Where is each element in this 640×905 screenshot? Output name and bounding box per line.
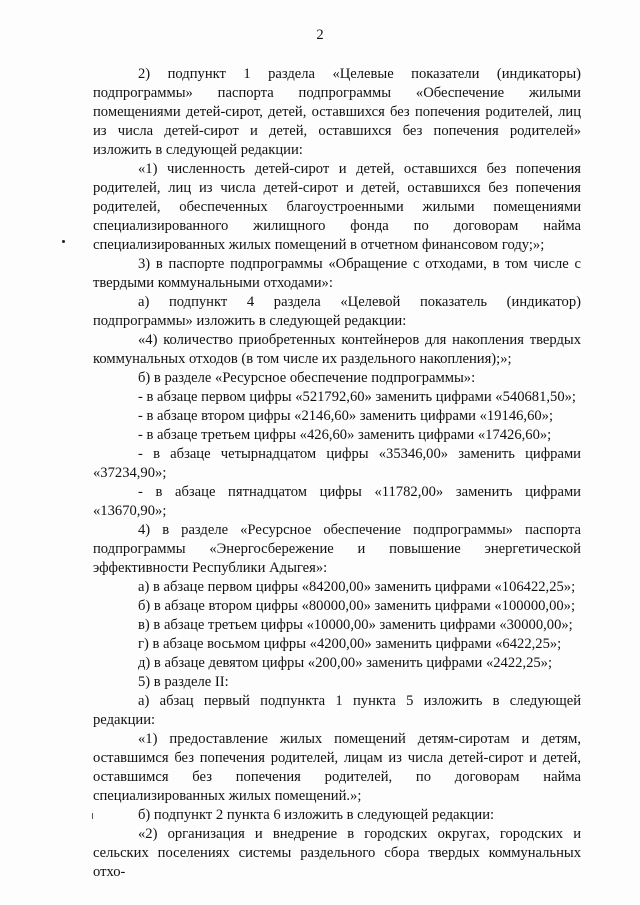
- paragraph-item-4b: б) в абзаце втором цифры «80000,00» заменить цифрами «100000,00»;: [138, 598, 576, 614]
- paragraph-dash-2: - в абзаце втором цифры «2146,60» заменить цифрами «19146,60»;: [138, 408, 554, 424]
- paragraph-item-4: 4) в разделе «Ресурсное обеспечение подпрограммы» паспорта подпрограммы «Энергосбережение и повышение энергетической эффективности Республики Адыгея»:: [93, 522, 581, 576]
- paragraph-item-3b: б) в разделе «Ресурсное обеспечение подпрограммы»:: [138, 370, 476, 386]
- paragraph-quote-6-2: «2) организация и внедрение в городских округах, городских и сельских поселениях системы раздельного сбора твердых коммунальных отхо-: [93, 826, 581, 880]
- paragraph-quote-1: «1) численность детей-сирот и детей, оставшихся без попечения родителей, лиц из числа детей-сирот и детей, оставшихся без попечения родителей, обеспеченных благоустроенными жилыми помещениями специализированного жилищного фонда по договорам найма специализированных жилых помещений в отчетном финансовом году;»;: [93, 161, 581, 253]
- paragraph-dash-1: - в абзаце первом цифры «521792,60» заменить цифрами «540681,50»;: [138, 389, 576, 405]
- paragraph-dash-3: - в абзаце третьем цифры «426,60» заменить цифрами «17426,60»;: [138, 427, 552, 443]
- paragraph-item-5a: а) абзац первый подпункта 1 пункта 5 изложить в следующей редакции:: [93, 693, 581, 728]
- paragraph-item-5b: б) подпункт 2 пункта 6 изложить в следующей редакции:: [138, 807, 495, 823]
- page-number: 2: [316, 27, 324, 43]
- paragraph-item-4g: г) в абзаце восьмом цифры «4200,00» заменить цифрами «6422,25»;: [138, 636, 562, 652]
- margin-dot: [62, 240, 65, 243]
- paragraph-quote-4: «4) количество приобретенных контейнеров для накопления твердых коммунальных отходов (в том числе их раздельного накопления);»;: [93, 332, 581, 367]
- paragraph-item-4a: а) в абзаце первом цифры «84200,00» заменить цифрами «106422,25»;: [138, 579, 576, 595]
- paragraph-item-5: 5) в разделе II:: [138, 674, 229, 690]
- paragraph-quote-5-1: «1) предоставление жилых помещений детям-сиротам и детям, оставшимся без попечения родителей, лицам из числа детей-сирот и детей, оставшимся без попечения родителей, по договорам найма специализированных жилых помещений.»;: [93, 731, 581, 804]
- paragraph-item-3a: а) подпункт 4 раздела «Целевой показатель (индикатор) подпрограммы» изложить в следующей редакции:: [93, 294, 581, 329]
- paragraph-item-3: 3) в паспорте подпрограммы «Обращение с отходами, в том числе с твердыми коммунальными отходами»:: [93, 256, 581, 291]
- paragraph-item-2: 2) подпункт 1 раздела «Целевые показатели (индикаторы) подпрограммы» паспорта подпрограммы «Обеспечение жилыми помещениями детей-сирот, детей, оставшихся без попечения родителей, лиц из числа детей-сирот и детей, оставшихся без попечения родителей» изложить в следующей редакции:: [93, 66, 581, 158]
- paragraph-item-4d: д) в абзаце девятом цифры «200,00» заменить цифрами «2422,25»;: [138, 655, 553, 671]
- paragraph-item-4v: в) в абзаце третьем цифры «10000,00» заменить цифрами «30000,00»;: [138, 617, 573, 633]
- document-body: [93, 65, 581, 882]
- paragraph-dash-15: - в абзаце пятнадцатом цифры «11782,00» заменить цифрами «13670,90»;: [93, 484, 581, 519]
- paragraph-dash-14: - в абзаце четырнадцатом цифры «35346,00» заменить цифрами «37234,90»;: [93, 446, 581, 481]
